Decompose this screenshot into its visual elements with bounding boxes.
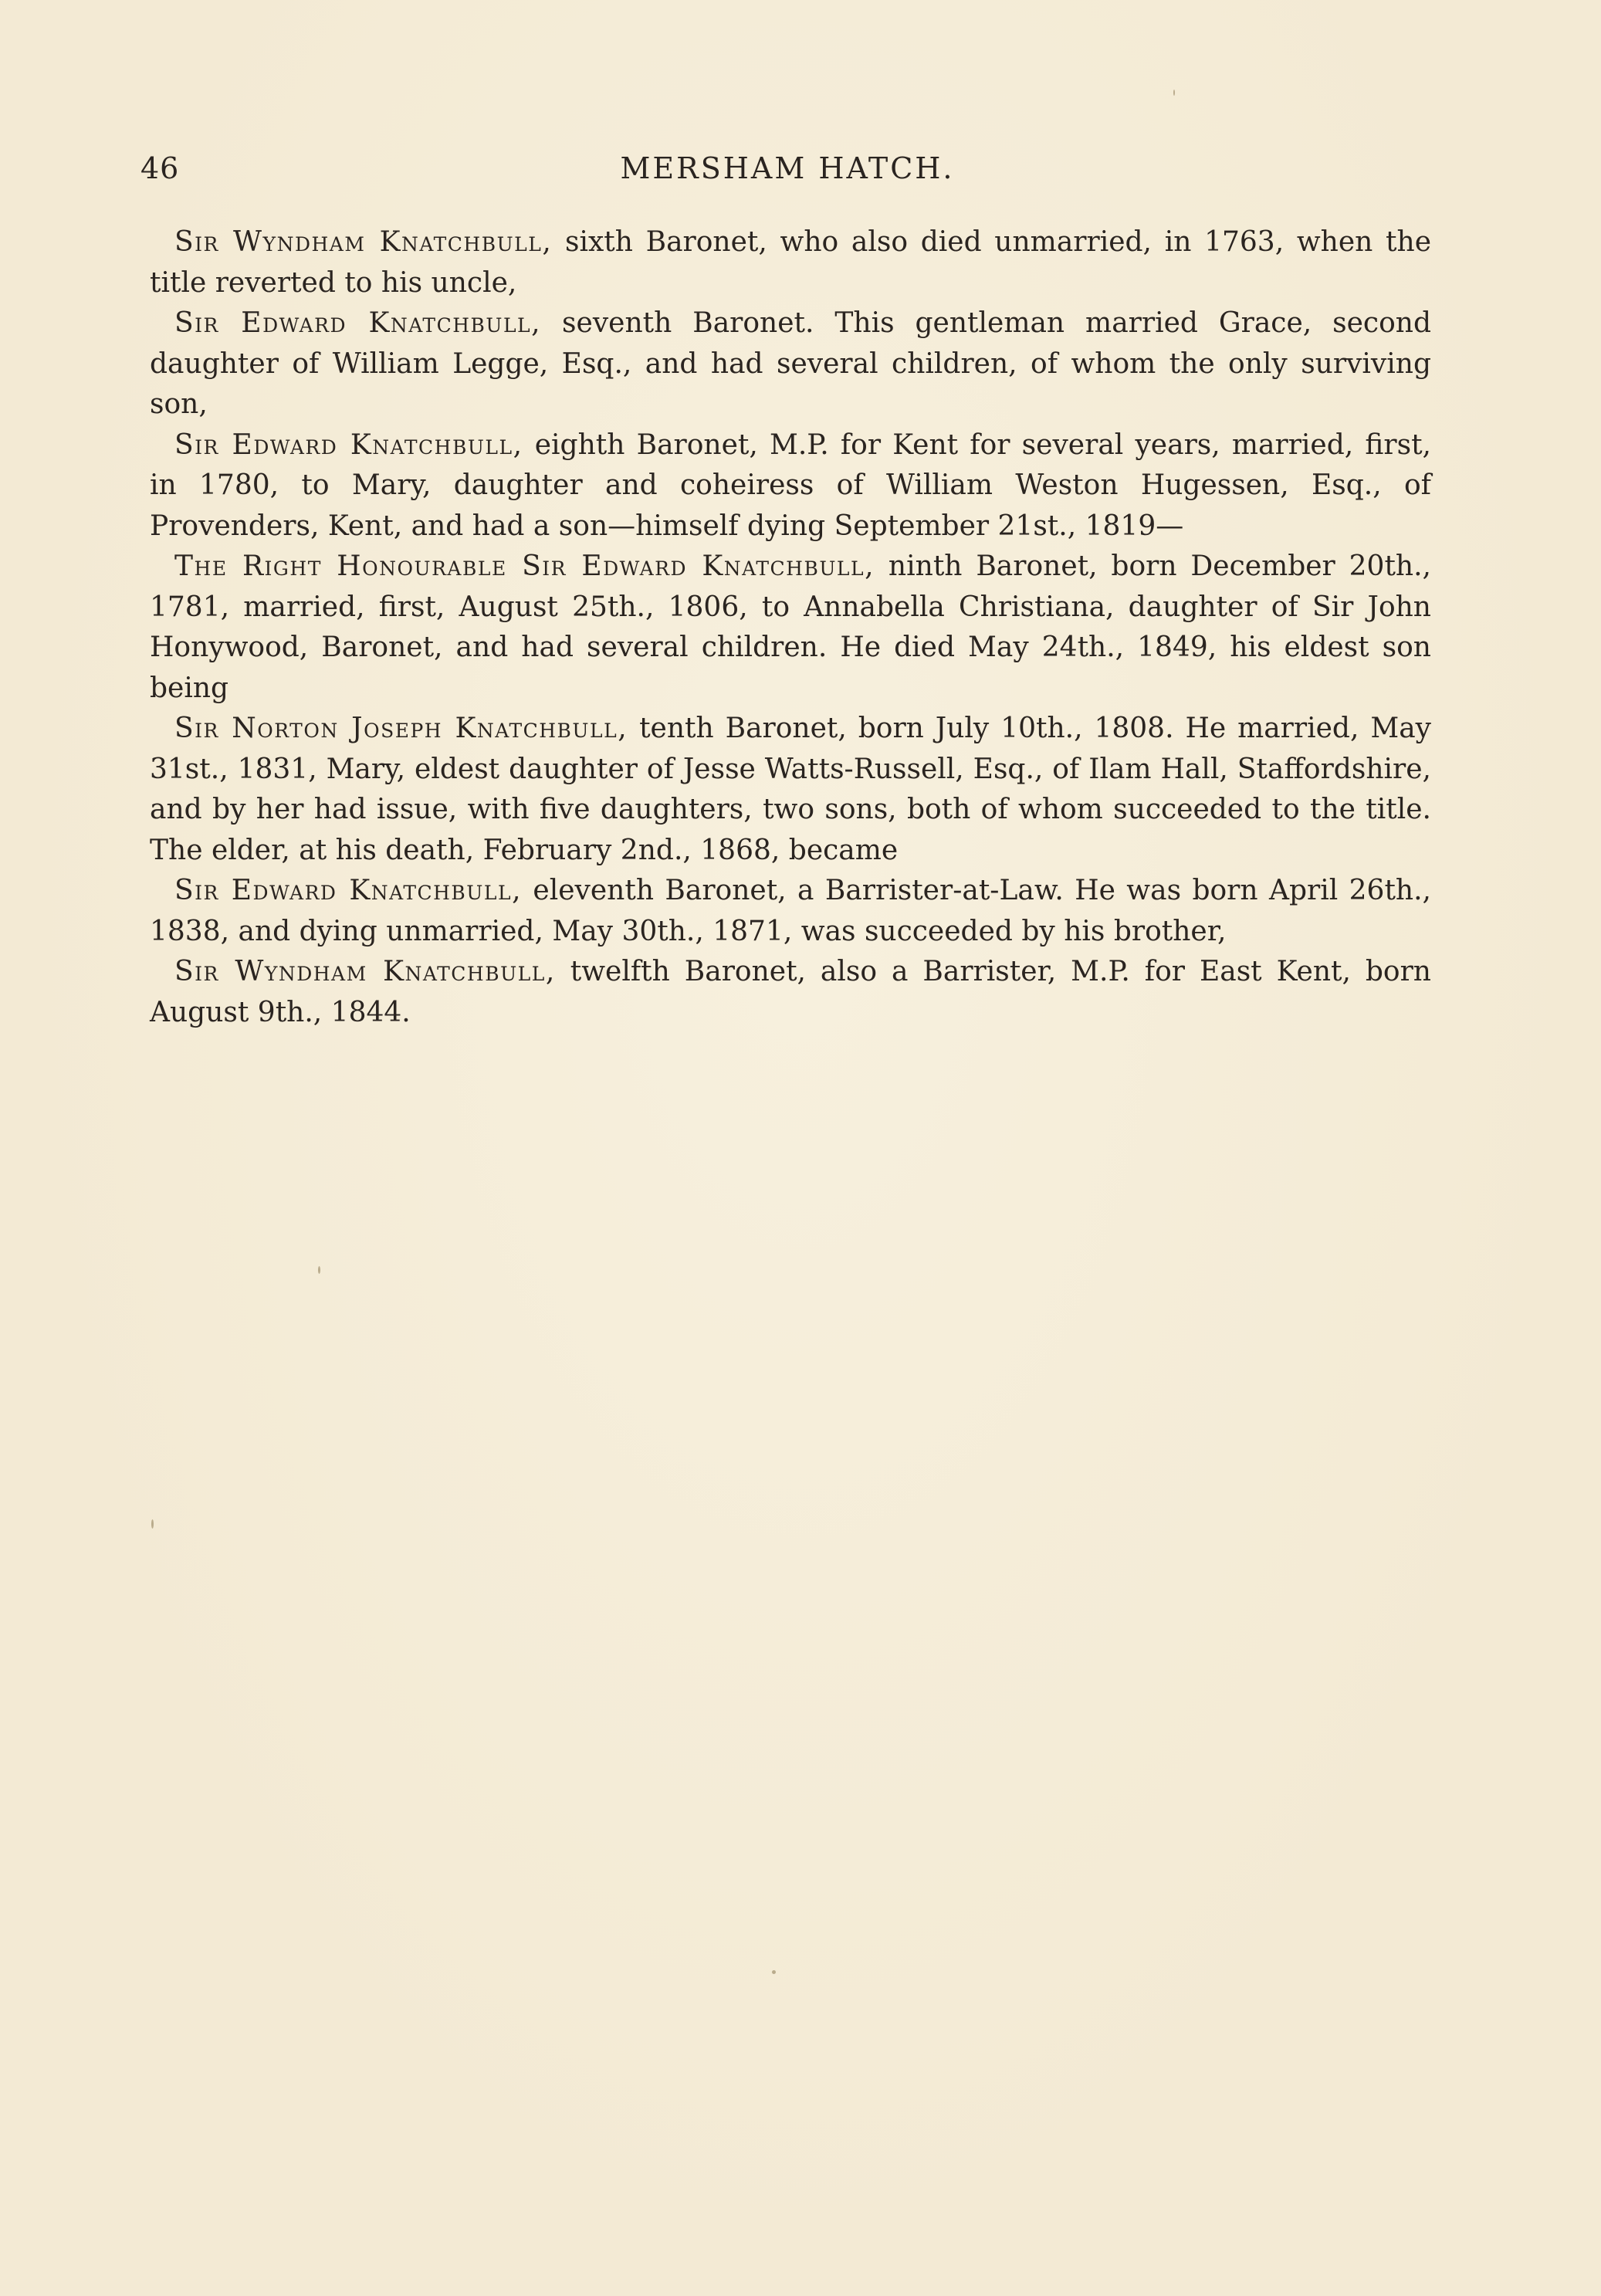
paragraph-text: tenth Baronet, born July 10th., 1808. He married, May 31st., 1831, Mary, eldest daughter of Jesse Watts-Russell, Esq., of Ilam Hall, Staffordshire, and by her had issue, with five daughters, two sons, both of whom succeeded to the title. The elder, at his death, February 2nd., 1868, became	[150, 713, 1431, 866]
paragraph-eleventh-baronet	[150, 871, 1431, 952]
paragraph-twelfth-baronet	[150, 952, 1431, 1033]
paragraph-text: twelfth Baronet, also a Barrister, M.P. for East Kent, born August 9th., 1844.	[150, 956, 1431, 1028]
paragraph-text: eleventh Baronet, a Barrister-at-Law. He was born April 26th., 1838, and dying unmarried, May 30th., 1871, was succeeded by his brother,	[150, 875, 1431, 947]
paragraph-tenth-baronet	[150, 709, 1431, 871]
running-head	[140, 151, 1434, 190]
person-name: The Right Honourable Sir Edward Knatchbull,	[174, 550, 875, 582]
person-name: Sir Norton Joseph Knatchbull,	[174, 713, 628, 744]
paper-speck	[151, 1519, 154, 1529]
paragraph-text: sixth Baronet, who also died unmarried, in 1763, when the title reverted to his uncle,	[150, 226, 1431, 299]
paragraph-ninth-baronet	[150, 547, 1431, 709]
running-title: MERSHAM HATCH.	[620, 151, 955, 185]
paper-speck	[318, 1266, 320, 1274]
person-name: Sir Wyndham Knatchbull,	[174, 956, 556, 987]
paragraph-text: eighth Baronet, M.P. for Kent for several years, married, first, in 1780, to Mary, daughter and coheiress of William Weston Hugessen, Esq., of Provenders, Kent, and had a son—himself dying September 21st., 1819—	[150, 428, 1431, 542]
person-name: Sir Edward Knatchbull,	[174, 875, 523, 906]
person-name: Sir Edward Knatchbull,	[174, 428, 523, 461]
person-name: Sir Edward Knatchbull,	[174, 307, 542, 339]
paragraph-eighth-baronet	[150, 425, 1431, 547]
paragraph-seventh-baronet	[150, 303, 1431, 425]
body-text	[150, 222, 1431, 1033]
paper-speck	[1173, 90, 1175, 96]
paragraph-text: seventh Baronet. This gentleman married Grace, second daughter of William Legge, Esq., and had several children, of whom the only surviving son,	[150, 307, 1432, 420]
paragraph-sixth-baronet	[150, 222, 1431, 303]
person-name: Sir Wyndham Knatchbull,	[174, 226, 553, 258]
page-number: 46	[140, 151, 180, 185]
paper-speck	[772, 1970, 776, 1974]
paragraph-text: ninth Baronet, born December 20th., 1781, married, first, August 25th., 1806, to Annabella Christiana, daughter of Sir John Honywood, Baronet, and had several children. He died May 24th., 1849, his eldest son being	[150, 550, 1431, 704]
